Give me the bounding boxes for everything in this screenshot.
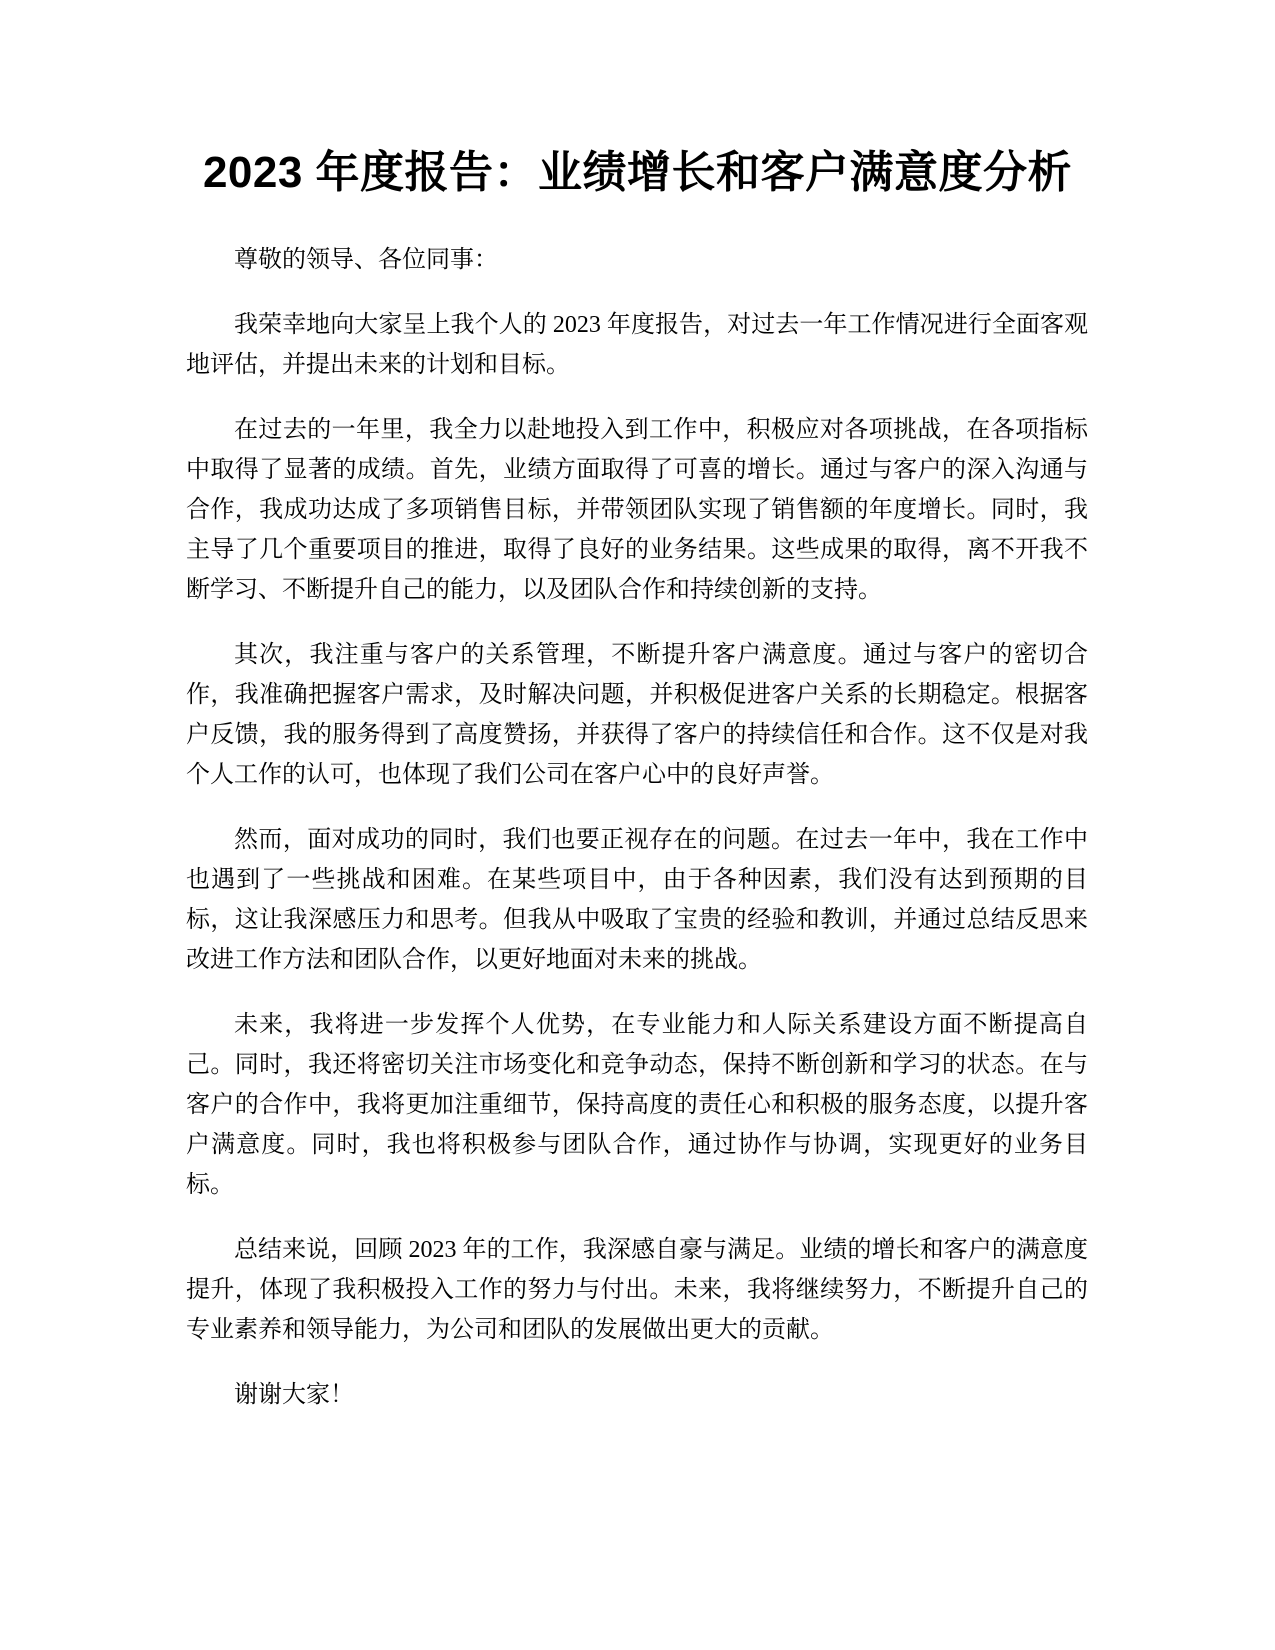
document-title: 2023 年度报告：业绩增长和客户满意度分析 [202, 148, 1073, 197]
future-plans-paragraph: 未来，我将进一步发挥个人优势，在专业能力和人际关系建设方面不断提高自己。同时，我还将密切关注市场变化和竞争动态，保持不断创新和学习的状态。在与客户的合作中，我将更加注重细节，保持高度的责任心和积极的服务态度，以提升客户满意度。同时，我也将积极参与团队合作，通过协作与协调，实现更好的业务目标。 [186, 1012, 1088, 1198]
salutation-paragraph: 尊敬的领导、各位同事： [234, 247, 498, 273]
customer-relations-paragraph: 其次，我注重与客户的关系管理，不断提升客户满意度。通过与客户的密切合作，我准确把握客户需求，及时解决问题，并积极促进客户关系的长期稳定。根据客户反馈，我的服务得到了高度赞扬，并获得了客户的持续信任和合作。这不仅是对我个人工作的认可，也体现了我们公司在客户心中的良好声誉。 [186, 642, 1088, 788]
document-body [186, 240, 1088, 1440]
challenges-paragraph: 然而，面对成功的同时，我们也要正视存在的问题。在过去一年中，我在工作中也遇到了一些挑战和困难。在某些项目中，由于各种因素，我们没有达到预期的目标，这让我深感压力和思考。但我从中吸取了宝贵的经验和教训，并通过总结反思来改进工作方法和团队合作，以更好地面对未来的挑战。 [186, 827, 1088, 973]
summary-paragraph: 总结来说，回顾 2023 年的工作，我深感自豪与满足。业绩的增长和客户的满意度提升，体现了我积极投入工作的努力与付出。未来，我将继续努力，不断提升自己的专业素养和领导能力，为公司和团队的发展做出更大的贡献。 [186, 1237, 1088, 1343]
intro-paragraph: 我荣幸地向大家呈上我个人的 2023 年度报告，对过去一年工作情况进行全面客观地评估，并提出未来的计划和目标。 [186, 312, 1088, 378]
closing-paragraph: 谢谢大家！ [234, 1382, 354, 1408]
achievements-paragraph: 在过去的一年里，我全力以赴地投入到工作中，积极应对各项挑战，在各项指标中取得了显著的成绩。首先，业绩方面取得了可喜的增长。通过与客户的深入沟通与合作，我成功达成了多项销售目标，并带领团队实现了销售额的年度增长。同时，我主导了几个重要项目的推进，取得了良好的业务结果。这些成果的取得，离不开我不断学习、不断提升自己的能力，以及团队合作和持续创新的支持。 [186, 417, 1088, 603]
